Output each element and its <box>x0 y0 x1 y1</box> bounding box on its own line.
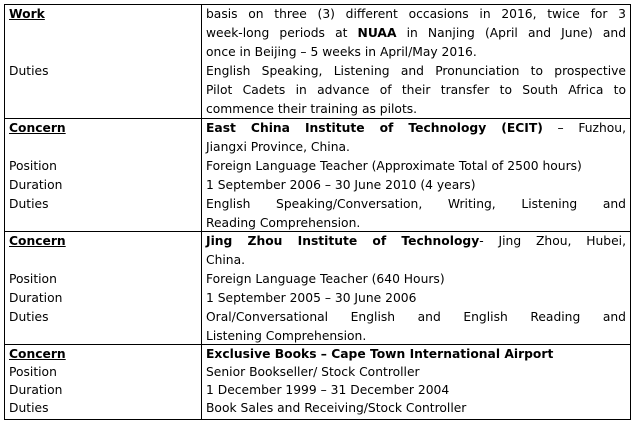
field-label-position: Position <box>9 365 57 379</box>
work-experience-table <box>4 4 631 420</box>
detail-line: Pilot Cadets in advance of their transfer to South Africa to <box>206 83 626 97</box>
detail-line: commence their training as pilots. <box>206 102 418 116</box>
table-border-bottom <box>4 419 631 420</box>
detail-line: Senior Bookseller/ Stock Controller <box>206 365 420 379</box>
field-label-duration: Duration <box>9 383 63 397</box>
field-label-duties: Duties <box>9 310 49 324</box>
detail-line: week-long periods at NUAA in Nanjing (April and June) and <box>206 26 626 40</box>
detail-line: basis on three (3) different occasions in 2016, twice for 3 <box>206 7 626 21</box>
detail-line: Reading Comprehension. <box>206 216 361 230</box>
column-divider <box>201 4 202 420</box>
emphasis: NUAA <box>357 26 397 40</box>
detail-line: Jiangxi Province, China. <box>206 140 350 154</box>
detail-line: China. <box>206 253 246 267</box>
employer-name: East China Institute of Technology (ECIT) <box>206 121 543 135</box>
detail-line: English Speaking, Listening and Pronunciation to prospective <box>206 64 626 78</box>
detail-line: 1 September 2006 – 30 June 2010 (4 years) <box>206 178 476 192</box>
table-border-left <box>4 4 5 420</box>
detail-line: Oral/Conversational English and English Reading and <box>206 310 626 324</box>
detail-line: once in Beijing – 5 weeks in April/May 2016. <box>206 45 477 59</box>
table-border-right <box>630 4 631 420</box>
field-label-duties: Duties <box>9 64 49 78</box>
field-label-position: Position <box>9 272 57 286</box>
detail-line: Listening Comprehension. <box>206 329 367 343</box>
employer-name: Exclusive Books – Cape Town International Airport <box>206 347 554 361</box>
employer-line: East China Institute of Technology (ECIT) – Fuzhou, <box>206 121 626 135</box>
field-label-duties: Duties <box>9 197 49 211</box>
field-label-duration: Duration <box>9 291 63 305</box>
block-heading: Concern <box>9 234 66 248</box>
employer-line <box>206 345 626 364</box>
detail-line: English Speaking/Conversation, Writing, Listening and <box>206 197 626 211</box>
block-heading: Work <box>9 7 45 21</box>
employer-name: Jing Zhou Institute of Technology <box>206 234 480 248</box>
field-label-duties: Duties <box>9 401 49 415</box>
field-label-position: Position <box>9 159 57 173</box>
detail-line: 1 December 1999 – 31 December 2004 <box>206 383 450 397</box>
detail-line: Foreign Language Teacher (Approximate Total of 2500 hours) <box>206 159 582 173</box>
employer-line: Jing Zhou Institute of Technology- Jing Zhou, Hubei, <box>206 234 626 248</box>
field-label-duration: Duration <box>9 178 63 192</box>
block-heading: Concern <box>9 121 66 135</box>
detail-line: Book Sales and Receiving/Stock Controller <box>206 401 467 415</box>
detail-line: 1 September 2005 – 30 June 2006 <box>206 291 417 305</box>
block-heading: Concern <box>9 347 66 361</box>
detail-line: Foreign Language Teacher (640 Hours) <box>206 272 445 286</box>
